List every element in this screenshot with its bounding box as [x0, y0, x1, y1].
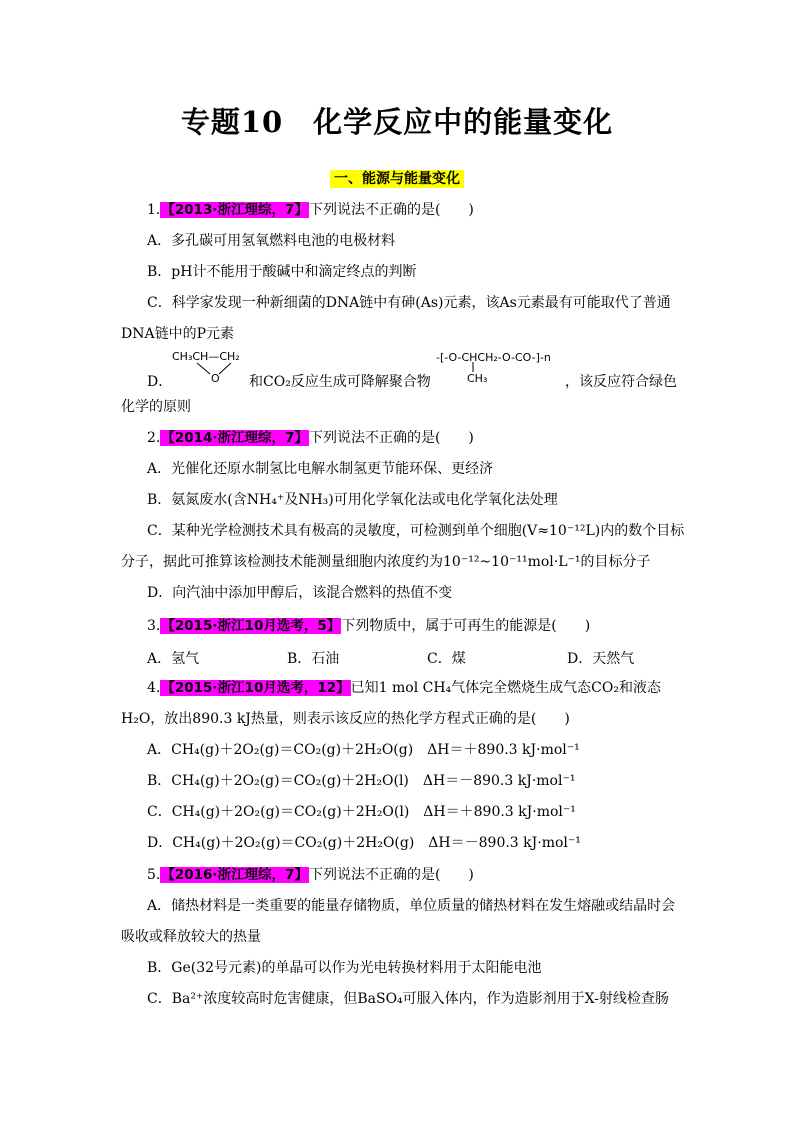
source-tag: 【2013·浙江理综，7】 [161, 202, 308, 218]
question-1-option-d-label: D． [147, 374, 173, 390]
epoxide-formula: CH₃CH—CH₂ [172, 350, 240, 363]
section-heading: 一、能源与能量变化 [0, 168, 794, 188]
question-2-stem: 2.【2014·浙江理综，7】下列说法不正确的是( ) [147, 430, 474, 446]
question-1-option-d-text: 和CO₂反应生成可降解聚合物 [249, 374, 431, 390]
question-1-option-c: C．科学家发现一种新细菌的DNA链中有砷(As)元素，该As元素最有可能取代了普通 [147, 295, 671, 311]
question-2-option-c-cont: 分子，据此可推算该检测技术能测量细胞内浓度约为10⁻¹²~10⁻¹¹mol·L⁻¹的目标分子 [121, 554, 651, 570]
polymer-methyl: CH₃ [467, 372, 488, 385]
question-5-option-b: B．Ge(32号元素)的单晶可以作为光电转换材料用于太阳能电池 [147, 960, 542, 976]
question-1-option-a: A．多孔碳可用氢氧燃料电池的电极材料 [147, 233, 396, 249]
question-5-option-a: A．储热材料是一类重要的能量存储物质，单位质量的储热材料在发生熔融或结晶时会 [147, 898, 676, 914]
source-tag: 【2016·浙江理综，7】 [161, 867, 308, 883]
question-1-option-c-cont: DNA链中的P元素 [121, 326, 235, 342]
question-3-stem: 3.【2015·浙江10月选考，5】下列物质中，属于可再生的能源是( ) [147, 618, 591, 634]
question-5-option-c: C．Ba²⁺浓度较高时危害健康，但BaSO₄可服入体内，作为造影剂用于X-射线检查肠 [147, 991, 669, 1007]
question-4-stem-cont: H₂O，放出890.3 kJ热量，则表示该反应的热化学方程式正确的是( ) [121, 711, 570, 727]
question-5-stem: 5.【2016·浙江理综，7】下列说法不正确的是( ) [147, 867, 474, 883]
question-1-option-b: B．pH计不能用于酸碱中和滴定终点的判断 [147, 264, 417, 280]
question-1-stem: 1.【2013·浙江理综，7】下列说法不正确的是( ) [147, 202, 474, 218]
source-tag: 【2014·浙江理综，7】 [161, 430, 308, 446]
question-3-option-b: B．石油 [287, 651, 340, 667]
question-1-option-d-end: ，该反应符合绿色 [565, 374, 677, 390]
question-2-option-b: B．氨氮废水(含NH₄⁺及NH₃)可用化学氧化法或电化学氧化法处理 [147, 492, 558, 508]
question-2-option-a: A．光催化还原水制氢比电解水制氢更节能环保、更经济 [147, 461, 494, 477]
question-3-option-c: C．煤 [427, 651, 466, 667]
question-4-option-b: B．CH₄(g)＋2O₂(g)＝CO₂(g)＋2H₂O(l) ΔH＝－890.3 kJ·mol⁻¹ [147, 773, 576, 789]
question-4-option-c: C．CH₄(g)＋2O₂(g)＝CO₂(g)＋2H₂O(l) ΔH＝＋890.3 kJ·mol⁻¹ [147, 804, 576, 820]
question-1-option-d-cont: 化学的原则 [121, 399, 191, 415]
page-title: 专题10 化学反应中的能量变化 [180, 105, 614, 139]
question-4-stem: 4.【2015·浙江10月选考，12】已知1 mol CH₄气体完全燃烧生成气态CO₂和液态 [147, 680, 661, 696]
question-2-option-c: C．某种光学检测技术具有极高的灵敏度，可检测到单个细胞(V≈10⁻¹²L)内的数个目标 [147, 523, 685, 539]
polymer-formula: -[-O-CHCH₂-O-CO-]-n [436, 351, 551, 364]
question-3-option-d: D．天然气 [567, 651, 635, 667]
polymer-branch-bond [470, 362, 476, 372]
question-3-option-a: A．氢气 [147, 651, 200, 667]
source-tag: 【2015·浙江10月选考，5】 [161, 618, 341, 634]
epoxide-oxygen: O [211, 372, 220, 385]
question-4-option-d: D．CH₄(g)＋2O₂(g)＝CO₂(g)＋2H₂O(g) ΔH＝－890.3 kJ·mol⁻¹ [147, 835, 581, 851]
source-tag: 【2015·浙江10月选考，12】 [161, 680, 350, 696]
question-2-option-d: D．向汽油中添加甲醇后，该混合燃料的热值不变 [147, 585, 453, 601]
question-5-option-a-cont: 吸收或释放较大的热量 [121, 929, 261, 945]
question-4-option-a: A．CH₄(g)＋2O₂(g)＝CO₂(g)＋2H₂O(g) ΔH＝＋890.3 kJ·mol⁻¹ [147, 742, 580, 758]
